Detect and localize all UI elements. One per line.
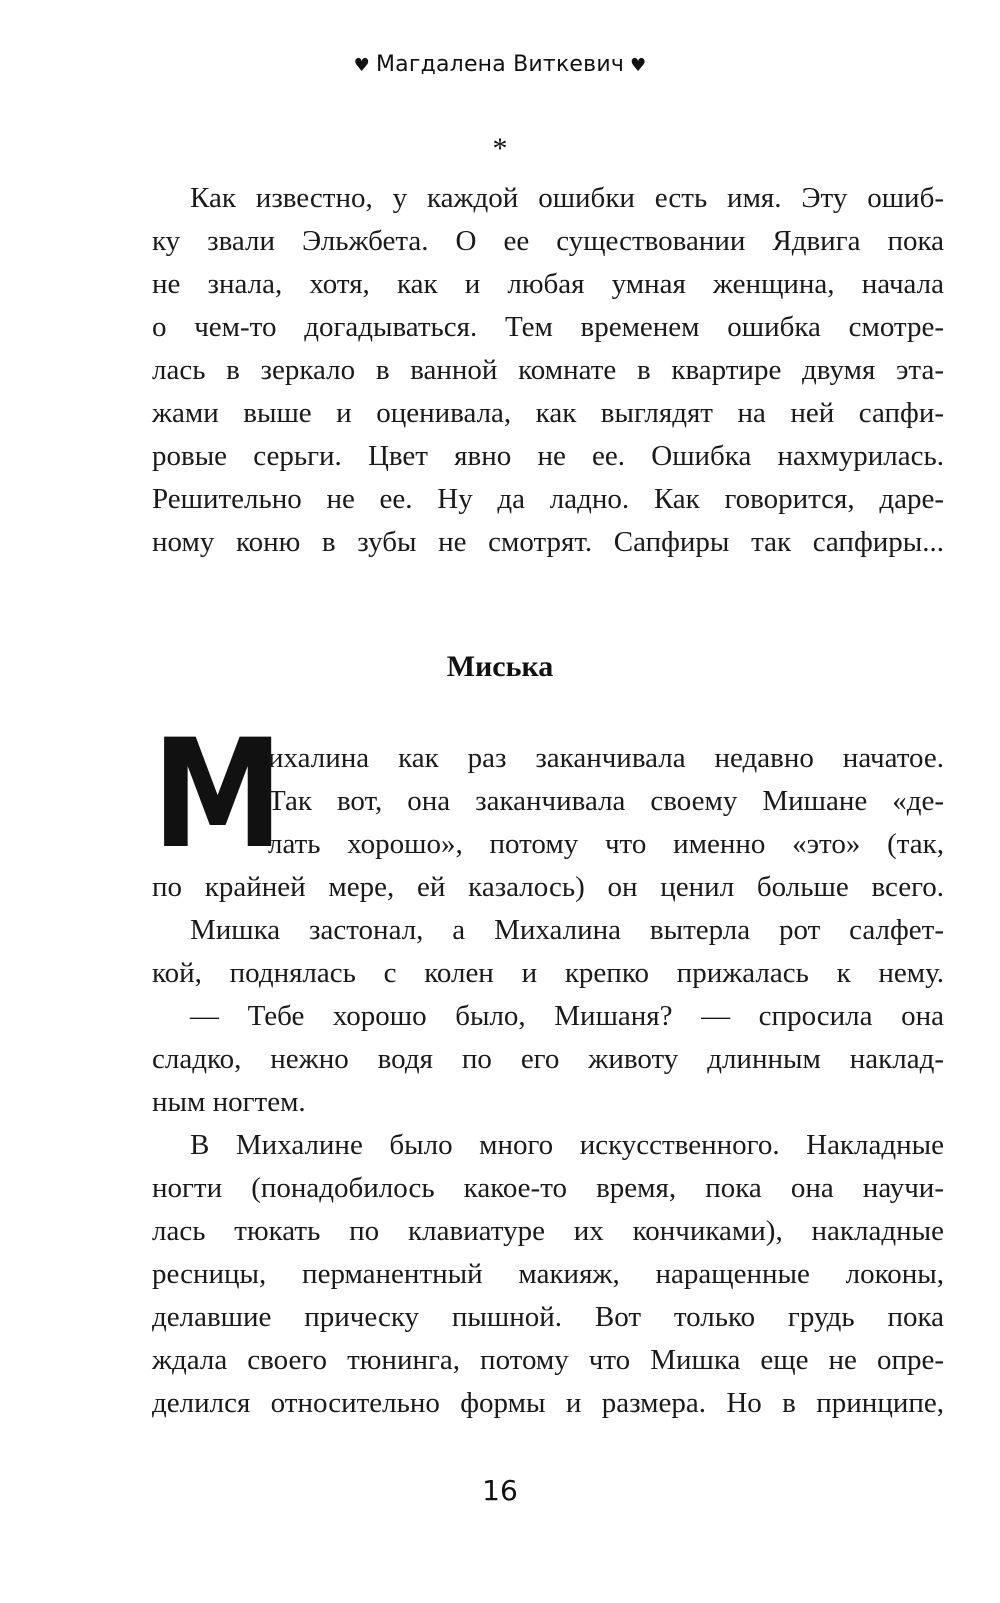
heart-icon-left: ♥: [353, 55, 370, 76]
text-line: Как известно, у каждой ошибки есть имя. Эту ошиб-: [190, 182, 944, 214]
text-line: делавшие прическу пышной. Вот только грудь пока: [152, 1301, 944, 1333]
text-line: лась в зеркало в ванной комнате в квартире двумя эта-: [152, 354, 944, 386]
text-line: не знала, хотя, как и любая умная женщина, начала: [152, 268, 944, 300]
text-line: Мишка застонал, а Михалина вытерла рот салфет-: [190, 914, 944, 946]
heart-icon-right: ♥: [630, 55, 647, 76]
drop-cap: М: [152, 708, 284, 882]
text-line: ным ногтем.: [152, 1086, 306, 1118]
section-title: Миська: [446, 650, 554, 683]
section-separator: *: [492, 132, 508, 165]
page-number: 16: [482, 1474, 518, 1507]
text-line: жами выше и оценивала, как выглядят на ней сапфи-: [152, 397, 944, 429]
drop-cap-lines: [268, 737, 944, 866]
text-line: ногти (понадобилось какое-то время, пока она научи-: [152, 1172, 944, 1204]
text-line: лась тюкать по клавиатуре их кончиками), накладные: [152, 1215, 944, 1247]
body-text: [152, 866, 944, 1425]
text-line: ному коню в зубы не смотрят. Сапфиры так сапфиры...: [152, 526, 944, 558]
text-line: сладко, нежно водя по его животу длинным наклад-: [152, 1043, 944, 1075]
text-line: — Тебе хорошо было, Мишаня? — спросила она: [190, 1000, 944, 1032]
author-name: Магдалена Виткевич: [375, 52, 625, 77]
text-line: Решительно не ее. Ну да ладно. Как говорится, даре-: [152, 483, 944, 515]
text-line: кой, поднялась с колен и крепко прижалась к нему.: [152, 957, 944, 989]
text-line: о чем-то догадываться. Тем временем ошибка смотре-: [152, 311, 944, 343]
text-line: ресницы, перманентный макияж, наращенные локоны,: [152, 1258, 944, 1290]
text-line: делился относительно формы и размера. Но в принципе,: [152, 1387, 944, 1419]
text-line: лать хорошо», потому что именно «это» (так,: [268, 828, 944, 860]
running-head: [0, 52, 1000, 77]
text-line: ихалина как раз заканчивала недавно начатое.: [268, 742, 944, 774]
text-line: В Михалине было много искусственного. Накладные: [190, 1129, 944, 1161]
intro-paragraph: [152, 177, 944, 564]
text-line: ждала своего тюнинга, потому что Мишка еще не опре-: [152, 1344, 944, 1376]
text-line: ку звали Эльжбета. О ее существовании Ядвига пока: [152, 225, 944, 257]
text-line: ровые серьги. Цвет явно не ее. Ошибка нахмурилась.: [152, 440, 944, 472]
text-line: Так вот, она заканчивала своему Мишане «де-: [268, 785, 944, 817]
text-line: по крайней мере, ей казалось) он ценил больше всего.: [152, 871, 944, 903]
